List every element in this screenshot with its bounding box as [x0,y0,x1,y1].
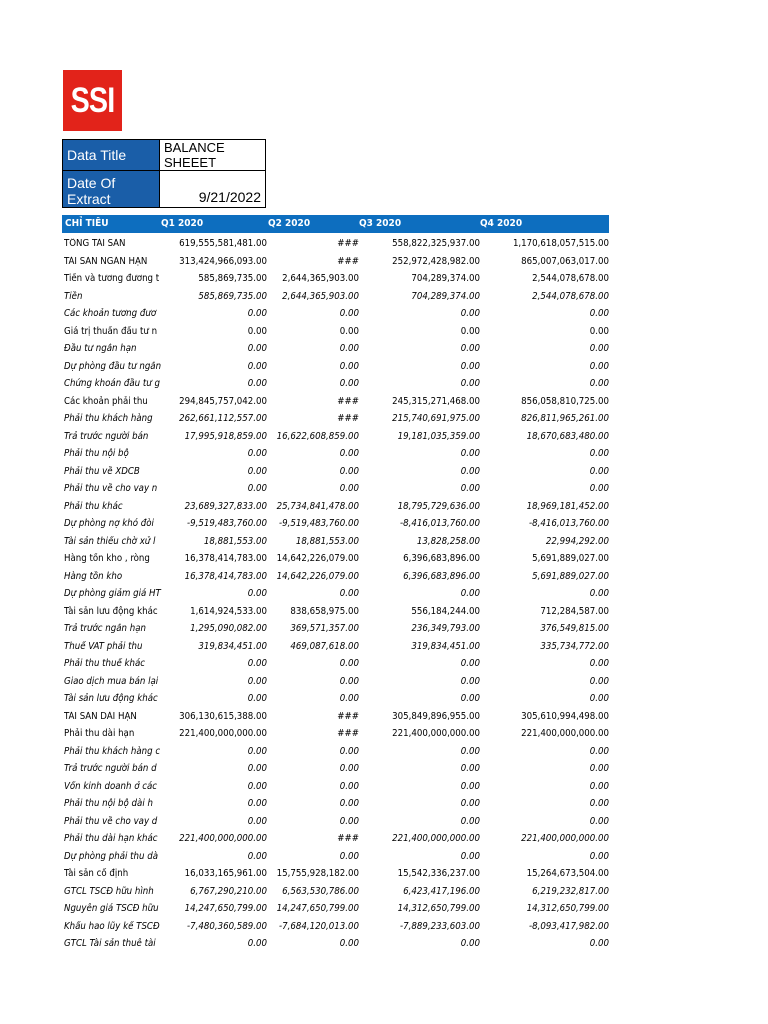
cell-q4: 865,007,063,017.00 [521,255,609,267]
cell-q1: 0.00 [247,798,267,809]
cell-q1: 1,295,090,082.00 [190,623,267,634]
cell-q4: 0.00 [589,763,609,774]
cell-q3: 305,849,896,955.00 [392,710,480,722]
cell-q2: 0.00 [339,658,359,669]
cell-q3: 221,400,000,000.00 [392,728,480,739]
cell-q3: 558,822,325,937.00 [392,238,480,249]
cell-q2: 25,734,841,478.00 [276,500,359,512]
cell-q2: 0.00 [339,675,359,687]
cell-q1: 619,555,581,481.00 [179,238,267,249]
table-row[interactable] [62,236,612,254]
cell-q4: 0.00 [589,465,609,477]
cell-q4: 0.00 [589,815,609,827]
cell-q3: 14,312,650,799.00 [397,903,480,914]
row-label: Phải thu khách hàng [64,413,153,424]
table-row[interactable] [62,779,612,797]
cell-q4: 0.00 [589,588,609,599]
cell-q4: 1,170,618,057,515.00 [512,238,609,249]
cell-q1: 18,881,553.00 [203,535,267,547]
header-q1: Q1 2020 [161,218,204,229]
cell-q1: 313,424,966,093.00 [179,255,267,267]
cell-q1: 0.00 [247,360,267,372]
cell-q4: 0.00 [589,675,609,687]
cell-q4: 0.00 [589,658,609,669]
cell-q3: 0.00 [460,465,480,477]
table-header [62,215,609,233]
table-row[interactable] [62,586,612,604]
cell-q2: ### [337,710,359,722]
cell-q4: 221,400,000,000.00 [521,728,609,739]
row-label: Phải thu dài hạn khác [64,833,158,844]
ssi-logo-text: SSI [70,81,115,120]
row-label: Tiền [64,290,83,302]
cell-q2: 2,644,365,903.00 [282,290,359,302]
cell-q2: -7,684,120,013.00 [279,920,359,932]
table-row[interactable] [62,796,612,814]
cell-q1: 0.00 [247,745,267,757]
row-label: Giá trị thuần đầu tư n [64,325,158,337]
cell-q3: 0.00 [460,483,480,494]
cell-q4: 335,734,772.00 [540,640,609,652]
ssi-logo [63,70,122,131]
cell-q2: 0.00 [339,780,359,792]
cell-q3: 0.00 [460,658,480,669]
header-indicator: CHỈ TIÊU [65,218,109,229]
row-label: Phải thu về cho vay d [64,815,158,827]
cell-q2: 16,622,608,859.00 [276,430,359,442]
cell-q2: 0.00 [339,483,359,494]
table-row[interactable] [62,866,612,884]
row-label: Thuế VAT phải thu [64,640,143,652]
cell-q4: 0.00 [589,448,609,459]
table-row[interactable] [62,306,612,324]
cell-q1: 0.00 [247,308,267,319]
row-label: GTCL Tài sản thuê tài [64,938,156,949]
data-title-value[interactable]: BALANCE SHEEET [160,140,266,171]
cell-q2: 369,571,357.00 [290,623,359,634]
cell-q4: 18,969,181,452.00 [526,500,609,512]
row-label: GTCL TSCĐ hữu hình [64,885,154,897]
cell-q3: -7,889,233,603.00 [400,920,480,932]
cell-q2: 0.00 [339,325,359,337]
row-label: Phải thu nội bộ dài h [64,798,153,809]
cell-q4: 0.00 [589,360,609,372]
row-label: Tiền và tương đương t [64,273,160,284]
cell-q1: 0.00 [247,343,267,354]
row-label: TỔNG TÀI SẢN [64,238,126,249]
cell-q3: 19,181,035,359.00 [397,430,480,442]
row-label: Khấu hao lũy kế TSCĐ [64,920,160,932]
cell-q4: 6,219,232,817.00 [532,885,609,897]
cell-q1: 0.00 [247,325,267,337]
cell-q4: 2,544,078,678.00 [532,290,609,302]
table-row[interactable] [62,761,612,779]
table-row[interactable] [62,376,612,394]
cell-q1: 17,995,918,859.00 [184,430,267,442]
cell-q3: 6,396,683,896.00 [403,553,480,564]
cell-q1: 1,614,924,533.00 [190,605,267,617]
date-of-extract-label: Date Of Extract [63,171,160,208]
cell-q4: -8,416,013,760.00 [529,518,609,529]
cell-q4: 0.00 [589,745,609,757]
cell-q3: 18,795,729,636.00 [397,500,480,512]
table-row[interactable] [62,726,612,744]
cell-q4: 826,811,965,261.00 [521,413,609,424]
table-row[interactable] [62,446,612,464]
cell-q4: 0.00 [589,378,609,389]
cell-q3: 704,289,374.00 [411,290,480,302]
cell-q1: 0.00 [247,693,267,704]
row-label: Các khoản phải thu [64,395,148,407]
cell-q1: 16,378,414,783.00 [184,553,267,564]
cell-q2: 0.00 [339,465,359,477]
cell-q1: 6,767,290,210.00 [190,885,267,897]
cell-q1: 262,661,112,557.00 [179,413,267,424]
cell-q2: ### [337,255,359,267]
cell-q4: -8,093,417,982.00 [529,920,609,932]
cell-q2: 14,642,226,079.00 [276,570,359,582]
cell-q2: 0.00 [339,693,359,704]
balance-sheet-rows [62,236,612,954]
cell-q3: 0.00 [460,325,480,337]
cell-q4: 2,544,078,678.00 [532,273,609,284]
cell-q4: 5,691,889,027.00 [532,553,609,564]
cell-q1: 585,869,735.00 [198,290,267,302]
cell-q3: 0.00 [460,360,480,372]
cell-q1: -9,519,483,760.00 [187,518,267,529]
row-label: Trả trước ngắn hạn [64,623,146,634]
cell-q2: 0.00 [339,938,359,949]
cell-q2: -9,519,483,760.00 [279,518,359,529]
table-row[interactable] [62,411,612,429]
cell-q3: 0.00 [460,378,480,389]
cell-q4: 221,400,000,000.00 [521,833,609,844]
cell-q1: 0.00 [247,658,267,669]
table-row[interactable] [62,551,612,569]
cell-q3: 245,315,271,468.00 [392,395,480,407]
cell-q1: 319,834,451.00 [198,640,267,652]
cell-q1: 0.00 [247,675,267,687]
cell-q2: ### [337,728,359,739]
cell-q4: 0.00 [589,483,609,494]
cell-q1: 14,247,650,799.00 [184,903,267,914]
cell-q3: 556,184,244.00 [411,605,480,617]
row-label: Phải thu nội bộ [64,448,129,459]
cell-q4: 15,264,673,504.00 [526,868,609,879]
cell-q4: 0.00 [589,938,609,949]
cell-q3: 0.00 [460,308,480,319]
cell-q1: 23,689,327,833.00 [184,500,267,512]
cell-q1: 0.00 [247,780,267,792]
cell-q2: 0.00 [339,588,359,599]
cell-q3: 0.00 [460,693,480,704]
table-row[interactable] [62,621,612,639]
cell-q3: 0.00 [460,448,480,459]
table-row[interactable] [62,674,612,692]
row-label: Đầu tư ngắn hạn [64,343,137,354]
table-row[interactable] [62,516,612,534]
cell-q3: 0.00 [460,780,480,792]
table-row[interactable] [62,569,612,587]
cell-q3: 0.00 [460,798,480,809]
cell-q4: 856,058,810,725.00 [521,395,609,407]
row-label: Phải thu dài hạn [64,728,135,739]
table-row[interactable] [62,271,612,289]
row-label: Tài sản cố định [64,868,129,879]
row-label: Dự phòng giảm giá HT [64,588,161,599]
row-label: Dự phòng đầu tư ngắn [64,360,162,372]
cell-q4: 305,610,994,498.00 [521,710,609,722]
table-row[interactable] [62,744,612,762]
cell-q2: 0.00 [339,343,359,354]
cell-q2: 0.00 [339,763,359,774]
table-row[interactable] [62,709,612,727]
cell-q3: 252,972,428,982.00 [392,255,480,267]
cell-q2: 0.00 [339,745,359,757]
cell-q1: 0.00 [247,938,267,949]
cell-q2: 0.00 [339,798,359,809]
cell-q3: 236,349,793.00 [411,623,480,634]
cell-q1: 585,869,735.00 [198,273,267,284]
table-row[interactable] [62,464,612,482]
cell-q2: 0.00 [339,815,359,827]
cell-q2: 14,247,650,799.00 [276,903,359,914]
cell-q3: 6,423,417,196.00 [403,885,480,897]
cell-q4: 712,284,587.00 [540,605,609,617]
row-label: Giao dịch mua bán lại [64,675,159,687]
table-row[interactable] [62,394,612,412]
cell-q1: -7,480,360,589.00 [187,920,267,932]
cell-q2: 0.00 [339,308,359,319]
cell-q4: 0.00 [589,850,609,862]
header-q3: Q3 2020 [359,218,402,229]
cell-q2: 2,644,365,903.00 [282,273,359,284]
table-row[interactable] [62,429,612,447]
cell-q1: 221,400,000,000.00 [179,833,267,844]
cell-q2: 0.00 [339,850,359,862]
cell-q3: 0.00 [460,745,480,757]
cell-q2: ### [337,238,359,249]
cell-q3: 215,740,691,975.00 [392,413,480,424]
cell-q3: 0.00 [460,588,480,599]
row-label: Trả trước người bán d [64,763,157,774]
cell-q1: 221,400,000,000.00 [179,728,267,739]
cell-q3: 0.00 [460,343,480,354]
date-of-extract-value[interactable]: 9/21/2022 [160,171,266,208]
table-row[interactable] [62,919,612,937]
table-row[interactable] [62,936,612,954]
cell-q2: 838,658,975.00 [290,605,359,617]
cell-q1: 0.00 [247,483,267,494]
cell-q2: 18,881,553.00 [295,535,359,547]
cell-q2: ### [337,395,359,407]
cell-q3: 221,400,000,000.00 [392,833,480,844]
header-q2: Q2 2020 [268,218,311,229]
cell-q1: 0.00 [247,465,267,477]
data-title-label: Data Title [63,140,160,171]
row-label: Vốn kinh doanh ở các [64,780,158,792]
table-row[interactable] [62,481,612,499]
row-label: Phải thu về cho vay n [64,483,158,494]
cell-q1: 0.00 [247,850,267,862]
cell-q3: -8,416,013,760.00 [400,518,480,529]
row-label: Phải thu khác [64,500,123,512]
row-label: Tài sản lưu động khác [64,693,158,704]
table-row[interactable] [62,534,612,552]
cell-q1: 16,033,165,961.00 [184,868,267,879]
row-label: Dự phòng nợ khó đòi [64,518,154,529]
row-label: Các khoản tương đươ [64,308,157,319]
cell-q2: 0.00 [339,448,359,459]
row-label: Phải thu về XDCB [64,465,140,477]
row-label: Dự phòng phải thu dà [64,850,158,862]
cell-q3: 6,396,683,896.00 [403,570,480,582]
cell-q1: 294,845,757,042.00 [179,395,267,407]
cell-q2: ### [337,413,359,424]
cell-q1: 306,130,615,388.00 [179,710,267,722]
cell-q4: 22,994,292.00 [545,535,609,547]
table-row[interactable] [62,814,612,832]
table-row[interactable] [62,901,612,919]
table-row[interactable] [62,656,612,674]
cell-q1: 0.00 [247,588,267,599]
row-label: Tài sản thiếu chờ xử l [64,535,156,547]
cell-q3: 0.00 [460,938,480,949]
header-q4: Q4 2020 [480,218,523,229]
cell-q4: 0.00 [589,343,609,354]
table-row[interactable] [62,691,612,709]
cell-q2: 0.00 [339,378,359,389]
cell-q2: 469,087,618.00 [290,640,359,652]
cell-q1: 0.00 [247,815,267,827]
table-row[interactable] [62,499,612,517]
cell-q2: 6,563,530,786.00 [282,885,359,897]
cell-q3: 0.00 [460,850,480,862]
table-row[interactable] [62,884,612,902]
table-row[interactable] [62,289,612,307]
cell-q4: 0.00 [589,308,609,319]
cell-q1: 0.00 [247,378,267,389]
table-row[interactable] [62,359,612,377]
row-label: Phải thu thuế khác [64,658,146,669]
cell-q3: 319,834,451.00 [411,640,480,652]
cell-q4: 5,691,889,027.00 [532,570,609,582]
cell-q3: 0.00 [460,675,480,687]
row-label: Hàng tồn kho , ròng [64,553,150,564]
table-row[interactable] [62,324,612,342]
cell-q4: 0.00 [589,693,609,704]
cell-q2: 0.00 [339,360,359,372]
cell-q4: 0.00 [589,325,609,337]
table-row[interactable] [62,604,612,622]
cell-q4: 0.00 [589,798,609,809]
table-row[interactable] [62,341,612,359]
row-label: TÀI SẢN NGẮN HẠN [64,255,148,267]
row-label: Nguyên giá TSCĐ hữu [64,903,159,914]
cell-q4: 18,670,683,480.00 [526,430,609,442]
row-label: Phải thu khách hàng c [64,745,161,757]
cell-q1: 0.00 [247,763,267,774]
cell-q3: 13,828,258.00 [416,535,480,547]
table-row[interactable] [62,831,612,849]
cell-q2: ### [337,833,359,844]
cell-q3: 0.00 [460,815,480,827]
row-label: Chứng khoán đầu tư g [64,378,160,389]
row-label: TÀI SẢN DÀI HẠN [64,710,137,722]
table-row[interactable] [62,254,612,272]
cell-q4: 376,549,815.00 [540,623,609,634]
info-table [62,139,266,208]
cell-q1: 16,378,414,783.00 [184,570,267,582]
cell-q3: 0.00 [460,763,480,774]
row-label: Tài sản lưu động khác [64,605,158,617]
row-label: Hàng tồn kho [64,570,123,582]
cell-q1: 0.00 [247,448,267,459]
cell-q2: 14,642,226,079.00 [276,553,359,564]
cell-q2: 15,755,928,182.00 [276,868,359,879]
table-row[interactable] [62,849,612,867]
row-label: Trả trước người bán [64,430,149,442]
table-row[interactable] [62,639,612,657]
cell-q4: 0.00 [589,780,609,792]
cell-q3: 704,289,374.00 [411,273,480,284]
cell-q4: 14,312,650,799.00 [526,903,609,914]
cell-q3: 15,542,336,237.00 [397,868,480,879]
